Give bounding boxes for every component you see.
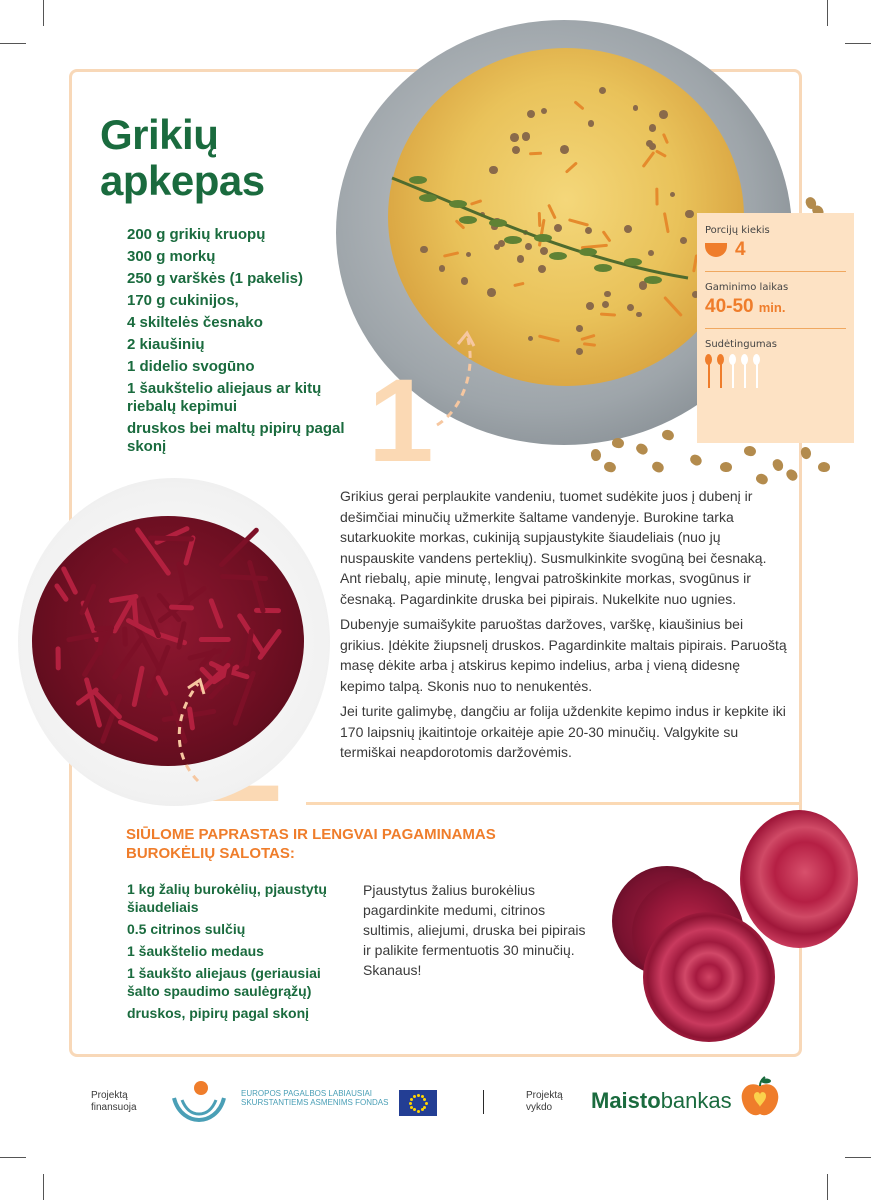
ingredient-item: 1 kg žalių burokėlių, pjaustytų šiaudeliais: [127, 881, 327, 915]
step-number-1: 1: [368, 355, 434, 487]
portions-value: 4: [735, 239, 746, 260]
beet-strip: [94, 625, 114, 631]
ingredient-item: 1 didelio svogūno: [127, 358, 255, 375]
time-value: 40-50: [705, 296, 754, 317]
difficulty-label: Sudėtingumas: [705, 339, 777, 350]
casserole-speck: [512, 146, 520, 154]
casserole-speck: [588, 120, 595, 127]
salad-title: SIŪLOME PAPRASTAS IR LENGVAI PAGAMINAMAS BUROKĖLIŲ SALOTAS:: [126, 826, 496, 862]
ingredient-item: 200 g grikių kruopų: [127, 226, 266, 243]
instruction-paragraph: Dubenyje sumaišykite paruoštas daržoves, varškę, kiaušinius bei grikius. Įdėkite žiupsnelį druskos. Pagardinkite maltais pipirais. Paruoštą masę dėkite arba į atskirus kepimo indelius, arba į vieną didesnę kepimo talpą. Skonis nuo to nenukentės.: [340, 616, 787, 694]
brand-regular: bankas: [660, 1088, 732, 1113]
instruction-paragraph: Jei turite galimybę, dangčiu ar folija uždenkite kepimo indus ir kepkite iki 170 laipsnių įkaitintoje orkaitėje apie 20-30 minučių. Valgykite su termiškai neapdorotomis daržovėmis.: [340, 703, 786, 760]
eu-star-icon: [413, 1095, 416, 1098]
run-by-label: Projektą vykdo: [526, 1090, 563, 1113]
portions-label: Porcijų kiekis: [705, 225, 770, 236]
casserole-speck: [633, 105, 639, 111]
casserole-speck: [646, 140, 653, 147]
crop-mark: [43, 0, 44, 26]
crop-mark: [827, 1174, 828, 1200]
time-label: Gaminimo laikas: [705, 282, 789, 293]
crop-mark: [0, 1157, 26, 1158]
fund-name: EUROPOS PAGALBOS LABIAUSIAI SKURSTANTIEMS ASMENIMS FONDAS: [241, 1089, 389, 1107]
ingredient-item: 0.5 citrinos sulčių: [127, 921, 246, 937]
salad-instructions: Pjaustytus žalius burokėlius pagardinkite medumi, citrinos sultimis, aliejumi, druska bei pipirais ir palikite fermentuotis 30 minučių. Skanaus!: [363, 882, 586, 978]
casserole-speck: [659, 110, 668, 119]
beet-strip: [148, 535, 194, 541]
maistobankas-logo: [591, 1088, 732, 1114]
buckwheat-grain: [720, 462, 732, 472]
bowl-icon: [705, 243, 727, 257]
ingredient-item: 1 šaukšto aliejaus (geriausiai šalto spaudimo saulėgrąžų): [127, 965, 321, 999]
crop-mark: [845, 1157, 871, 1158]
step-2-arrow: [168, 676, 218, 786]
crop-mark: [0, 43, 26, 44]
spoon-icon: [705, 354, 712, 388]
ingredient-item: 250 g varškės (1 pakelis): [127, 270, 303, 287]
ingredient-item: druskos bei maltų pipirų pagal skonį: [127, 420, 345, 455]
casserole-speck: [576, 325, 583, 332]
beet-slice-image: [740, 810, 858, 948]
spoon-icon: [729, 354, 736, 388]
beet-strip: [122, 626, 128, 646]
ingredient-item: druskos, pipirų pagal skonį: [127, 1005, 310, 1021]
casserole-speck: [528, 152, 541, 156]
difficulty-spoons: [705, 354, 846, 388]
buckwheat-grain: [818, 462, 830, 472]
eu-star-icon: [425, 1102, 428, 1105]
crop-mark: [827, 0, 828, 26]
beet-slice-image: [643, 912, 775, 1042]
eu-star-icon: [421, 1108, 424, 1111]
eu-star-icon: [423, 1106, 426, 1109]
casserole-speck: [510, 133, 519, 142]
beet-strip: [254, 608, 281, 613]
eu-flag-icon: [399, 1090, 437, 1116]
section-divider: [306, 802, 801, 805]
step-1-arrow: [432, 330, 482, 430]
salad-ingredient-list: [127, 880, 357, 1026]
spoon-icon: [741, 354, 748, 388]
brand-bold: Maisto: [591, 1088, 661, 1113]
eu-star-icon: [417, 1094, 420, 1097]
casserole-speck: [636, 312, 642, 318]
beet-strip: [56, 646, 61, 670]
funded-by-label: Projektą finansuoja: [91, 1090, 137, 1113]
spoon-icon: [717, 354, 724, 388]
eu-star-icon: [417, 1110, 420, 1113]
crop-mark: [43, 1174, 44, 1200]
eu-star-icon: [410, 1106, 413, 1109]
time-unit: min.: [758, 300, 786, 315]
ingredient-item: 2 kiaušinių: [127, 336, 205, 353]
spoon-icon: [753, 354, 760, 388]
footer-divider: [483, 1090, 484, 1114]
eu-star-icon: [413, 1108, 416, 1111]
recipe-info-box: [697, 213, 854, 443]
eu-star-icon: [423, 1098, 426, 1101]
ingredient-item: 300 g morkų: [127, 248, 216, 265]
fund-logo-icon: [166, 1078, 232, 1122]
beet-strip: [199, 637, 231, 642]
casserole-speck: [560, 145, 569, 154]
instructions: [340, 486, 788, 768]
ingredient-list: [127, 226, 357, 460]
ingredient-item: 170 g cukinijos,: [127, 292, 239, 309]
instruction-paragraph: Grikius gerai perplaukite vandeniu, tuomet sudėkite juos į dubenį ir dešimčiai minučių užmerkite šaltame vandenyje. Burokine tarka sutarkuokite morkas, cukiniją supjaustykite šiaudeliais (nuo jų nuspauskite vandens perteklių). Susmulkinkite svogūną bei česnaką. Ant riebalų, apie minutę, lengvai patroškinkite morkas, svogūnus ir česnaką. Pagardinkite druska bei pipirais. Nukelkite nuo ugnies.: [340, 488, 767, 607]
info-divider: [705, 271, 846, 272]
ingredient-item: 1 šaukštelio medaus: [127, 943, 264, 959]
info-divider: [705, 328, 846, 329]
apple-logo-icon: [740, 1076, 780, 1118]
thyme-sprig-image: [388, 168, 698, 298]
eu-star-icon: [410, 1098, 413, 1101]
ingredient-item: 1 šaukštelio aliejaus ar kitų riebalų kepimui: [127, 380, 322, 415]
eu-star-icon: [409, 1102, 412, 1105]
recipe-title: Grikių apkepas: [100, 111, 265, 204]
crop-mark: [845, 43, 871, 44]
casserole-speck: [576, 348, 583, 355]
ingredient-item: 4 skiltelės česnako: [127, 314, 263, 331]
